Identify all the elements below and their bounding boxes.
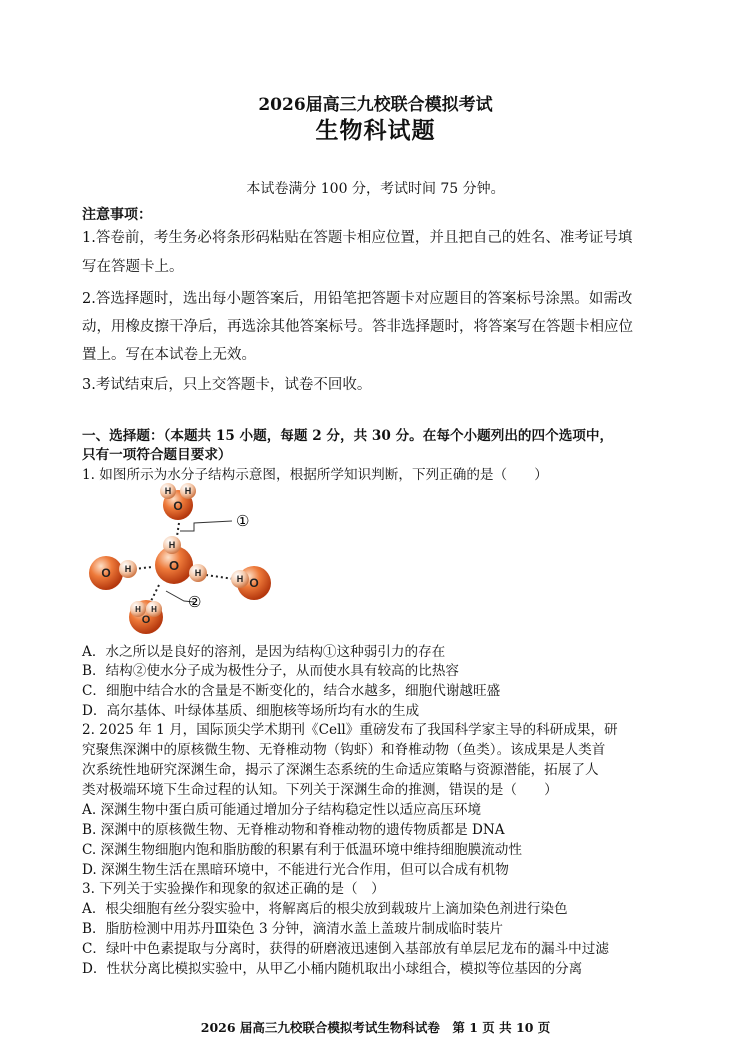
question-2-option-c: C. 深渊生物细胞内饱和脂肪酸的积累有利于低温环境中维持细胞膜流动性: [82, 842, 522, 858]
question-1-option-d: D．高尔基体、叶绿体基质、细胞核等场所均有水的生成: [82, 703, 420, 719]
structure-label-1: ①: [236, 512, 250, 530]
notice-line: 动，用橡皮擦干净后，再选涂其他答案标号。答非选择题时，将答案写在答题卡相应位: [82, 319, 633, 335]
hydrogen-bond-line: [150, 585, 159, 603]
hydrogen-bond-line: [206, 575, 234, 579]
atom-label: H: [194, 568, 202, 578]
notice-line: 写在答题卡上。: [82, 259, 184, 275]
atom-label: H: [135, 605, 141, 614]
atom-label: O: [141, 614, 151, 626]
water-molecule-figure: [84, 481, 280, 637]
question-1-option-a: A．水之所以是良好的溶剂，是因为结构①这种弱引力的存在: [82, 644, 446, 660]
page-footer: 2026 届高三九校联合模拟考试生物科试卷 第 1 页 共 10 页: [200, 1020, 551, 1035]
notice-line: 1.答卷前，考生务必将条形码粘贴在答题卡相应位置，并且把自己的姓名、准考证号填: [82, 230, 633, 246]
question-2-stem: 次系统性地研究深渊生命，揭示了深渊生态系统的生命适应策略与资源潜能，拓展了人: [82, 762, 599, 778]
question-3-stem: 3. 下列关于实验操作和现象的叙述正确的是（ ）: [82, 881, 385, 897]
section-heading: 一、选择题：（本题共 15 小题，每题 2 分，共 30 分。在每个小题列出的四个选项中，: [82, 428, 614, 444]
question-3-option-d: D．性状分离比模拟实验中，从甲乙小桶内随机取出小球组合，模拟等位基因的分离: [82, 961, 583, 977]
question-2-option-a: A. 深渊生物中蛋白质可能通过增加分子结构稳定性以适应高压环境: [82, 802, 482, 818]
question-3-option-a: A．根尖细胞有丝分裂实验中，将解离后的根尖放到载玻片上滴加染色剂进行染色: [82, 901, 568, 917]
question-2-option-b: B. 深渊中的原核微生物、无脊椎动物和脊椎动物的遗传物质都是 DNA: [82, 822, 505, 838]
atom-label: O: [101, 566, 111, 580]
notice-line: 3.考试结束后，只上交答题卡，试卷不回收。: [82, 377, 372, 393]
atom-label: H: [124, 564, 132, 574]
question-1-option-b: B．结构②使水分子成为极性分子，从而使水具有较高的比热容: [82, 663, 460, 679]
atom-label: O: [249, 576, 259, 590]
exam-title: 2026届高三九校联合模拟考试: [258, 95, 493, 115]
structure-label-2: ②: [188, 593, 202, 611]
question-2-stem: 究聚焦深渊中的原核微生物、无脊椎动物（钩虾）和脊椎动物（鱼类）。该成果是人类首: [82, 742, 606, 758]
question-2-stem: 2. 2025 年 1 月，国际顶尖学术期刊《Cell》重磅发布了我国科学家主导的科研成果，研: [82, 722, 618, 738]
notice-line: 置上。写在本试卷上无效。: [82, 347, 256, 363]
question-3-option-c: C．绿叶中色素提取与分离时，获得的研磨液迅速倒入基部放有单层尼龙布的漏斗中过滤: [82, 941, 609, 957]
notice-line: 2.答选择题时，选出每小题答案后，用铅笔把答题卡对应题目的答案标号涂黑。如需改: [82, 291, 633, 307]
atom-label: H: [151, 605, 157, 614]
notice-heading: 注意事项：: [82, 207, 152, 223]
exam-info: 本试卷满分 100 分，考试时间 75 分钟。: [246, 181, 505, 197]
question-1-option-c: C．细胞中结合水的含量是不断变化的，结合水越多，细胞代谢越旺盛: [82, 683, 501, 699]
atom-label: H: [236, 574, 244, 584]
atom-label: O: [173, 499, 183, 513]
subject-title: 生物科试题: [315, 117, 436, 144]
atom-label: H: [168, 540, 176, 550]
label-leader-line: [180, 521, 232, 531]
question-2-stem: 类对极端环境下生命过程的认知。下列关于深渊生命的推测，错误的是（ ）: [82, 782, 558, 798]
atom-label: O: [168, 558, 180, 573]
question-3-option-b: B．脂肪检测中用苏丹Ⅲ染色 3 分钟，滴清水盖上盖玻片制成临时装片: [82, 921, 504, 937]
section-heading: 只有一项符合题目要求）: [82, 447, 232, 463]
question-2-option-d: D. 深渊生物生活在黑暗环境中，不能进行光合作用，但可以合成有机物: [82, 862, 509, 878]
atom-label: H: [164, 486, 172, 496]
atom-label: H: [184, 486, 192, 496]
question-1-stem: 1. 如图所示为水分子结构示意图，根据所学知识判断，下列正确的是（ ）: [82, 467, 548, 483]
